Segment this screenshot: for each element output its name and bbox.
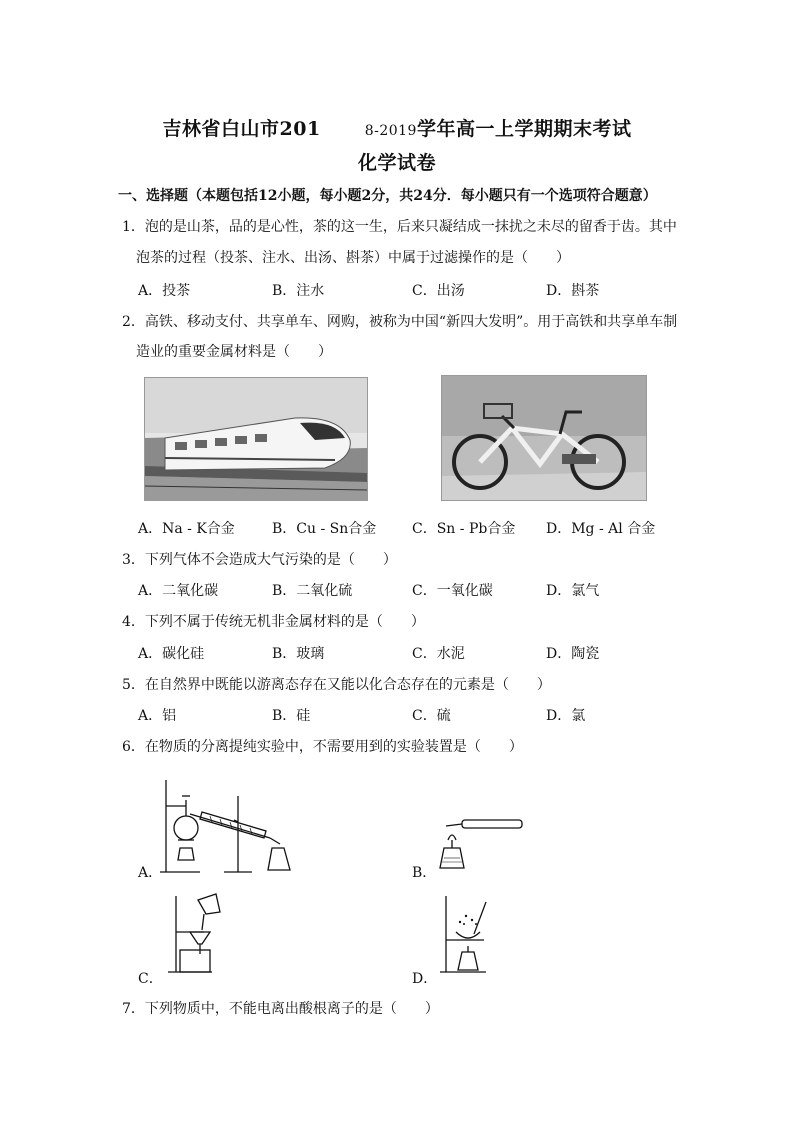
title-part-3: 学年高一上学期期末考试 bbox=[416, 118, 632, 140]
exam-subtitle: 化学试卷 bbox=[357, 152, 436, 174]
exam-title bbox=[0, 114, 794, 141]
q4-option-d[interactable]: D．陶瓷 bbox=[546, 646, 600, 662]
q3-option-c[interactable]: C．一氧化碳 bbox=[412, 583, 493, 599]
q3-option-d[interactable]: D．氯气 bbox=[546, 583, 600, 599]
high-speed-train-photo bbox=[144, 377, 368, 501]
section-heading: 一、选择题（本题包括12小题，每小题2分，共24分．每小题只有一个选项符合题意） bbox=[118, 188, 657, 204]
q6-line-1: 6．在物质的分离提纯实验中，不需要用到的实验装置是（ ） bbox=[122, 739, 523, 755]
title-part-2: 8-2019 bbox=[364, 123, 417, 139]
q4-option-c[interactable]: C．水泥 bbox=[412, 646, 465, 662]
q1-option-d[interactable]: D．斟茶 bbox=[546, 283, 600, 299]
shared-bicycle-photo bbox=[441, 375, 647, 501]
q3-option-b[interactable]: B．二氧化硫 bbox=[272, 583, 353, 599]
q5-option-a[interactable]: A．铝 bbox=[138, 708, 177, 724]
q1-option-a[interactable]: A．投茶 bbox=[138, 283, 191, 299]
q2-line-2: 造业的重要金属材料是（ ） bbox=[136, 344, 332, 360]
q3-line-1: 3．下列气体不会造成大气污染的是（ ） bbox=[122, 552, 397, 568]
title-part-1: 吉林省白山市201 bbox=[162, 118, 321, 140]
q3-option-a[interactable]: A．二氧化碳 bbox=[138, 583, 219, 599]
q2-option-a[interactable]: A．Na - K合金 bbox=[138, 521, 235, 537]
q1-option-c[interactable]: C．出汤 bbox=[412, 283, 465, 299]
q6-option-c[interactable]: C． bbox=[138, 971, 163, 987]
q4-option-b[interactable]: B．玻璃 bbox=[272, 646, 325, 662]
q6-option-d[interactable]: D． bbox=[412, 971, 438, 987]
q5-line-1: 5．在自然界中既能以游离态存在又能以化合态存在的元素是（ ） bbox=[122, 677, 551, 693]
evaporation-apparatus bbox=[440, 892, 500, 976]
q2-option-c[interactable]: C．Sn - Pb合金 bbox=[412, 521, 516, 537]
q2-option-b[interactable]: B．Cu - Sn合金 bbox=[272, 521, 377, 537]
distillation-apparatus bbox=[160, 776, 300, 876]
q5-option-c[interactable]: C．硫 bbox=[412, 708, 451, 724]
q5-option-b[interactable]: B．硅 bbox=[272, 708, 311, 724]
q5-option-d[interactable]: D．氯 bbox=[546, 708, 586, 724]
q6-option-b[interactable]: B． bbox=[412, 865, 437, 881]
q1-line-1: 1．泡的是山茶，品的是心性，茶的这一生，后来只凝结成一抹扰之未尽的留香于齿。其中 bbox=[122, 219, 677, 235]
q6-option-a[interactable]: A． bbox=[138, 865, 163, 881]
q2-option-d[interactable]: D．Mg - Al 合金 bbox=[546, 521, 656, 537]
q2-line-1: 2．高铁、移动支付、共享单车、网购，被称为中国“新四大发明”。用于高铁和共享单车制 bbox=[122, 314, 678, 330]
q1-line-2: 泡茶的过程（投茶、注水、出汤、斟茶）中属于过滤操作的是（ ） bbox=[136, 250, 570, 266]
heating-tube-apparatus bbox=[432, 812, 532, 872]
q7-line-1: 7．下列物质中，不能电离出酸根离子的是（ ） bbox=[122, 1001, 439, 1017]
q1-option-b[interactable]: B．注水 bbox=[272, 283, 325, 299]
filtration-apparatus bbox=[168, 892, 228, 976]
q4-line-1: 4．下列不属于传统无机非金属材料的是（ ） bbox=[122, 614, 425, 630]
q4-option-a[interactable]: A．碳化硅 bbox=[138, 646, 205, 662]
